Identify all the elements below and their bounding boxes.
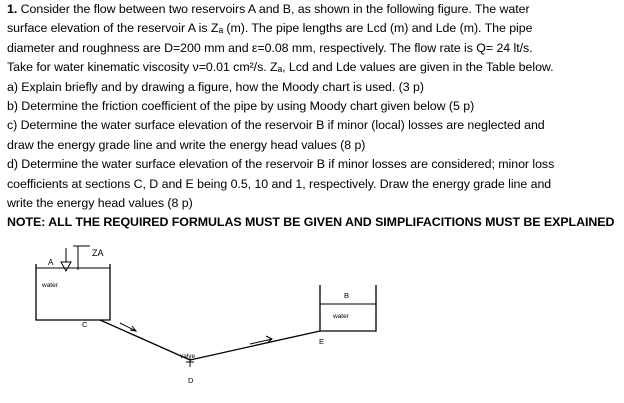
label-valve: valve	[180, 353, 196, 360]
label-water-a: water	[42, 282, 58, 289]
label-e: E	[319, 337, 325, 346]
intro-line-4: Take for water kinematic viscosity ν=0.01 cm²/s. Zₐ, Lcd and Lde values are given in the Table below.	[7, 60, 554, 75]
label-a: A	[48, 258, 54, 267]
intro-line-2: surface elevation of the reservoir A is Zₐ (m). The pipe lengths are Lcd (m) and Lde (m). The pipe	[7, 21, 533, 36]
label-b: B	[344, 291, 350, 300]
part-a-text: a) Explain briefly and by drawing a figure, how the Moody chart is used. (3 p)	[7, 79, 424, 94]
label-c: C	[82, 320, 88, 329]
label-za: ZA	[92, 248, 104, 258]
za-dimension-line	[73, 246, 90, 270]
part-c-line-2: draw the energy grade line and write the energy head values (8 p)	[7, 137, 366, 152]
part-c-line-1: c) Determine the water surface elevation of the reservoir B if minor (local) losses are neglected and	[7, 118, 545, 133]
reservoir-a	[36, 264, 110, 320]
part-b-text: b) Determine the friction coefficient of the pipe by using Moody chart given below (5 p)	[7, 99, 475, 114]
part-d-line-1: d) Determine the water surface elevation of the reservoir B if minor losses are considered; minor loss	[7, 157, 555, 172]
intro-line-3: diameter and roughness are D=200 mm and ε=0.08 mm, respectively. The flow rate is Q= 24 lt/s.	[7, 40, 533, 55]
part-d-line-2: coefficients at sections C, D and E being 0.5, 10 and 1, respectively. Draw the energy grade line and	[7, 176, 552, 191]
pipe-segment-cd	[100, 320, 190, 360]
part-d-line-3: write the energy head values (8 p)	[7, 196, 193, 211]
intro-line-1: 1. Consider the flow between two reservoirs A and B, as shown in the following figure. The water	[7, 2, 530, 16]
problem-number: 1.	[7, 2, 18, 16]
pipe-segment-de	[190, 331, 320, 360]
note-text: NOTE: ALL THE REQUIRED FORMULAS MUST BE GIVEN AND SIMPLIFACITIONS MUST BE EXPLAINED	[7, 215, 615, 230]
label-d: D	[188, 376, 194, 385]
label-water-b: water	[333, 313, 349, 320]
